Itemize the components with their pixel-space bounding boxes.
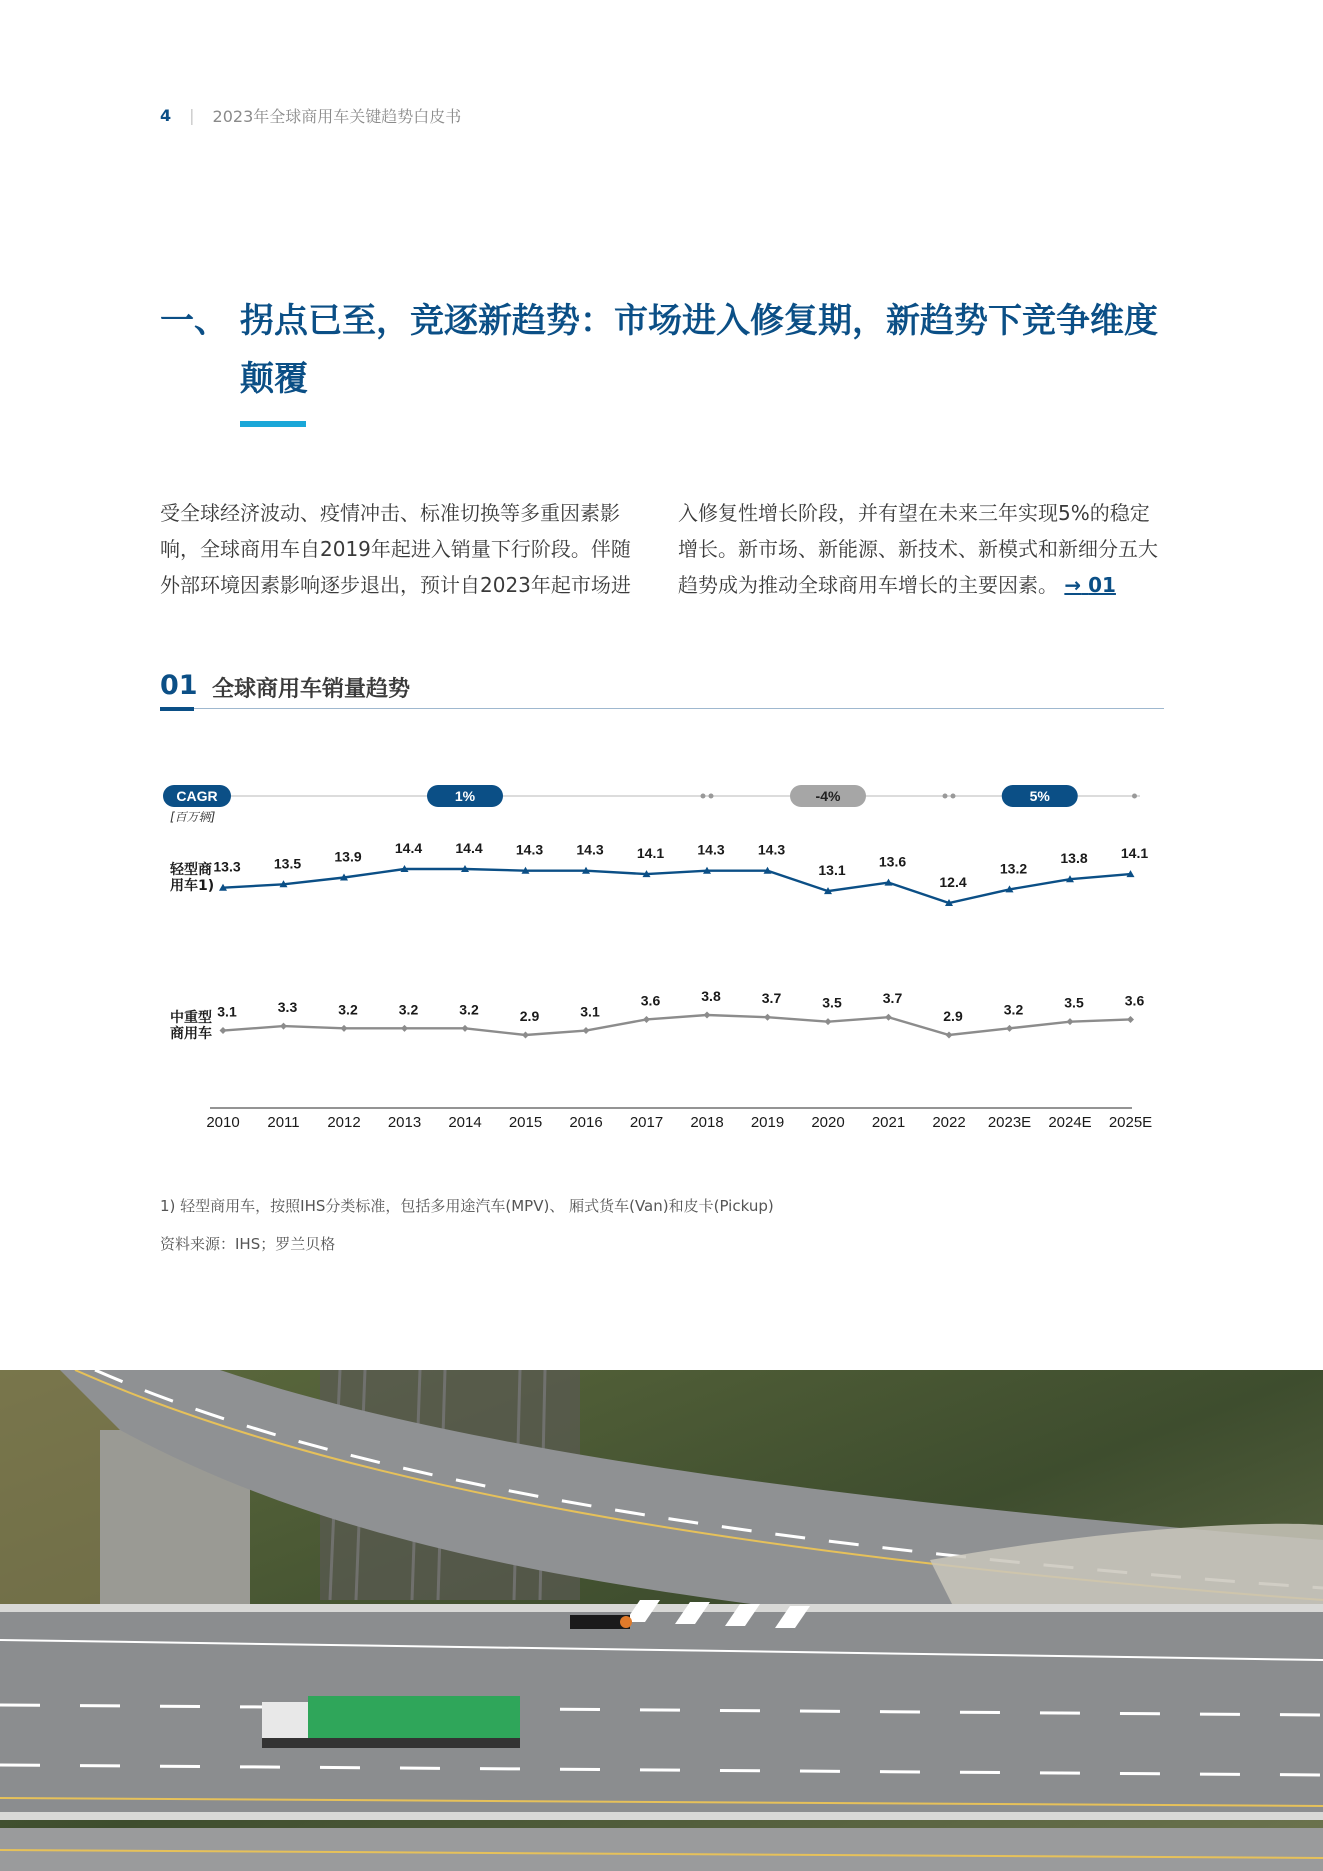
- medium-heavy-data-label-2014: 3.2: [459, 1001, 479, 1018]
- medium-heavy-point-2014: [462, 1025, 469, 1032]
- x-tick-label-2012: 2012: [327, 1114, 361, 1131]
- medium-heavy-point-2016: [583, 1027, 590, 1034]
- medium-heavy-data-label-2025E: 3.6: [1124, 992, 1145, 1009]
- light-series-name-line2: 用车1): [170, 878, 215, 894]
- medium-heavy-point-2025E: [1127, 1016, 1134, 1023]
- x-tick-label-2014: 2014: [448, 1114, 482, 1131]
- x-tick-label-2021: 2021: [871, 1114, 906, 1131]
- x-tick-label-2020: 2020: [811, 1114, 845, 1131]
- cagr-value-1: 1%: [454, 788, 476, 804]
- medium-heavy-point-2024E: [1067, 1018, 1074, 1025]
- medium-heavy-data-label-2016: 3.1: [580, 1003, 600, 1020]
- highway-photo-illustration: [0, 1370, 1323, 1871]
- title-accent-bar: [240, 421, 306, 427]
- chart-reference-link[interactable]: [1064, 573, 1116, 597]
- light-data-label-2010: 13.3: [213, 858, 241, 875]
- chart-number: 01: [160, 670, 198, 701]
- light-data-label-2016: 14.3: [576, 841, 604, 858]
- medium-heavy-data-label-2012: 3.2: [338, 1001, 358, 1018]
- medium-heavy-data-label-2023E: 3.2: [1003, 1001, 1024, 1018]
- medium-heavy-point-2013: [401, 1025, 408, 1032]
- footnote-light-cv: 1) 轻型商用车，按照IHS分类标准，包括多用途汽车(MPV)、 厢式货车(Van)和皮卡(Pickup): [160, 1197, 774, 1215]
- medium-heavy-point-2011: [280, 1023, 287, 1030]
- medium-heavy-point-2010: [220, 1027, 227, 1034]
- x-tick-label-2010: 2010: [206, 1114, 240, 1131]
- light-data-label-2012: 13.9: [334, 848, 362, 865]
- section-title: 拐点已至，竞逐新趋势：市场进入修复期，新趋势下竞争维度颠覆: [240, 301, 1158, 399]
- highway-aerial-photo: [0, 1370, 1323, 1871]
- medium-heavy-data-label-2013: 3.2: [398, 1001, 419, 1018]
- medium-heavy-point-2019: [764, 1014, 771, 1021]
- x-tick-label-2011: 2011: [267, 1114, 300, 1131]
- page-number: 4: [160, 106, 172, 125]
- cagr-marker-end-2: [943, 794, 948, 799]
- medium-heavy-point-2018: [704, 1012, 711, 1019]
- light-series-line: [223, 869, 1131, 903]
- x-tick-label-2015: 2015: [508, 1114, 543, 1131]
- arrow-right-icon: →: [1064, 573, 1082, 597]
- light-data-label-2011: 13.5: [273, 855, 302, 872]
- x-tick-label-2025E: 2025E: [1108, 1114, 1153, 1131]
- chart-reference-label: 01: [1088, 573, 1116, 597]
- medium-heavy-point-2012: [341, 1025, 348, 1032]
- x-tick-label-2022: 2022: [932, 1114, 966, 1131]
- light-data-label-2021: 13.6: [878, 853, 907, 870]
- x-tick-label-2023E: 2023E: [987, 1114, 1032, 1131]
- light-data-label-2014: 14.4: [455, 840, 483, 856]
- medium-heavy-data-label-2010: 3.1: [217, 1003, 237, 1020]
- medium-heavy-point-2017: [643, 1016, 650, 1023]
- medium-heavy-point-2023E: [1006, 1025, 1013, 1032]
- light-data-label-2022: 12.4: [939, 874, 967, 890]
- medium-heavy-point-2015: [522, 1032, 529, 1039]
- body-paragraph-left: 受全球经济波动、疫情冲击、标准切换等多重因素影响，全球商用车自2019年起进入销量下行阶段。伴随外部环境因素影响逐步退出，预计自2023年起市场进: [160, 501, 631, 597]
- unit-label: [百万辆]: [170, 810, 216, 824]
- x-tick-label-2018: 2018: [690, 1114, 724, 1131]
- header-divider: |: [189, 106, 195, 125]
- light-data-label-2024E: 13.8: [1060, 850, 1088, 867]
- light-data-label-2020: 13.1: [818, 862, 846, 879]
- light-data-label-2018: 14.3: [697, 841, 725, 858]
- medium-heavy-data-label-2018: 3.8: [701, 988, 721, 1004]
- cagr-marker-end-1: [701, 794, 706, 799]
- medium-heavy-data-label-2021: 3.7: [882, 990, 903, 1007]
- chart-number-underline: [160, 707, 194, 711]
- cagr-marker-start-2: [709, 794, 714, 799]
- medium-heavy-point-2022: [946, 1032, 953, 1039]
- medium-heavy-point-2021: [885, 1014, 892, 1021]
- x-tick-label-2016: 2016: [569, 1114, 603, 1131]
- medium-heavy-data-label-2017: 3.6: [640, 992, 661, 1009]
- cagr-marker-end-3: [1132, 794, 1137, 799]
- light-data-label-2013: 14.4: [394, 840, 423, 856]
- body-paragraph-right: [678, 495, 1168, 603]
- document-title: 2023年全球商用车关键趋势白皮书: [212, 107, 462, 126]
- light-series-name-line1: 轻型商: [170, 862, 212, 878]
- x-tick-label-2017: 2017: [629, 1114, 664, 1131]
- medium-heavy-data-label-2022: 2.9: [943, 1008, 963, 1024]
- light-data-label-2023E: 13.2: [999, 860, 1028, 877]
- chart-heading: [160, 666, 1164, 709]
- light-data-label-2017: 14.1: [636, 845, 665, 862]
- medium-heavy-series-name-line2: 商用车: [170, 1026, 212, 1042]
- medium-heavy-series-name-line1: 中重型: [170, 1010, 212, 1026]
- body-paragraph-right-text: 入修复性增长阶段，并有望在未来三年实现5%的稳定增长。新市场、新能源、新技术、新模式和新细分五大趋势成为推动全球商用车增长的主要因素。: [678, 501, 1158, 597]
- light-data-label-2025E: 14.1: [1120, 845, 1149, 862]
- medium-heavy-data-label-2015: 2.9: [519, 1008, 540, 1024]
- light-data-label-2015: 14.3: [515, 841, 544, 858]
- cagr-marker-start-3: [951, 794, 956, 799]
- medium-heavy-data-label-2019: 3.7: [761, 990, 782, 1007]
- medium-heavy-data-label-2011: 3.3: [277, 999, 298, 1016]
- source-note: 资料来源：IHS；罗兰贝格: [160, 1235, 336, 1253]
- x-tick-label-2019: 2019: [750, 1114, 785, 1131]
- x-tick-label-2024E: 2024E: [1048, 1114, 1092, 1131]
- chart-title: 全球商用车销量趋势: [212, 677, 411, 702]
- medium-heavy-point-2020: [825, 1018, 832, 1025]
- cagr-value-3: 5%: [1029, 788, 1050, 804]
- sales-trend-chart: [150, 770, 1170, 1140]
- cagr-label: CAGR: [176, 788, 218, 804]
- light-data-label-2019: 14.3: [757, 841, 786, 858]
- medium-heavy-data-label-2024E: 3.5: [1064, 994, 1084, 1011]
- medium-heavy-series-line: [223, 1015, 1131, 1035]
- x-tick-label-2013: 2013: [387, 1114, 422, 1131]
- section-number: 一、: [160, 301, 228, 341]
- page-header: [160, 104, 461, 127]
- medium-heavy-data-label-2020: 3.5: [822, 994, 842, 1011]
- cagr-value-2: -4%: [815, 788, 841, 804]
